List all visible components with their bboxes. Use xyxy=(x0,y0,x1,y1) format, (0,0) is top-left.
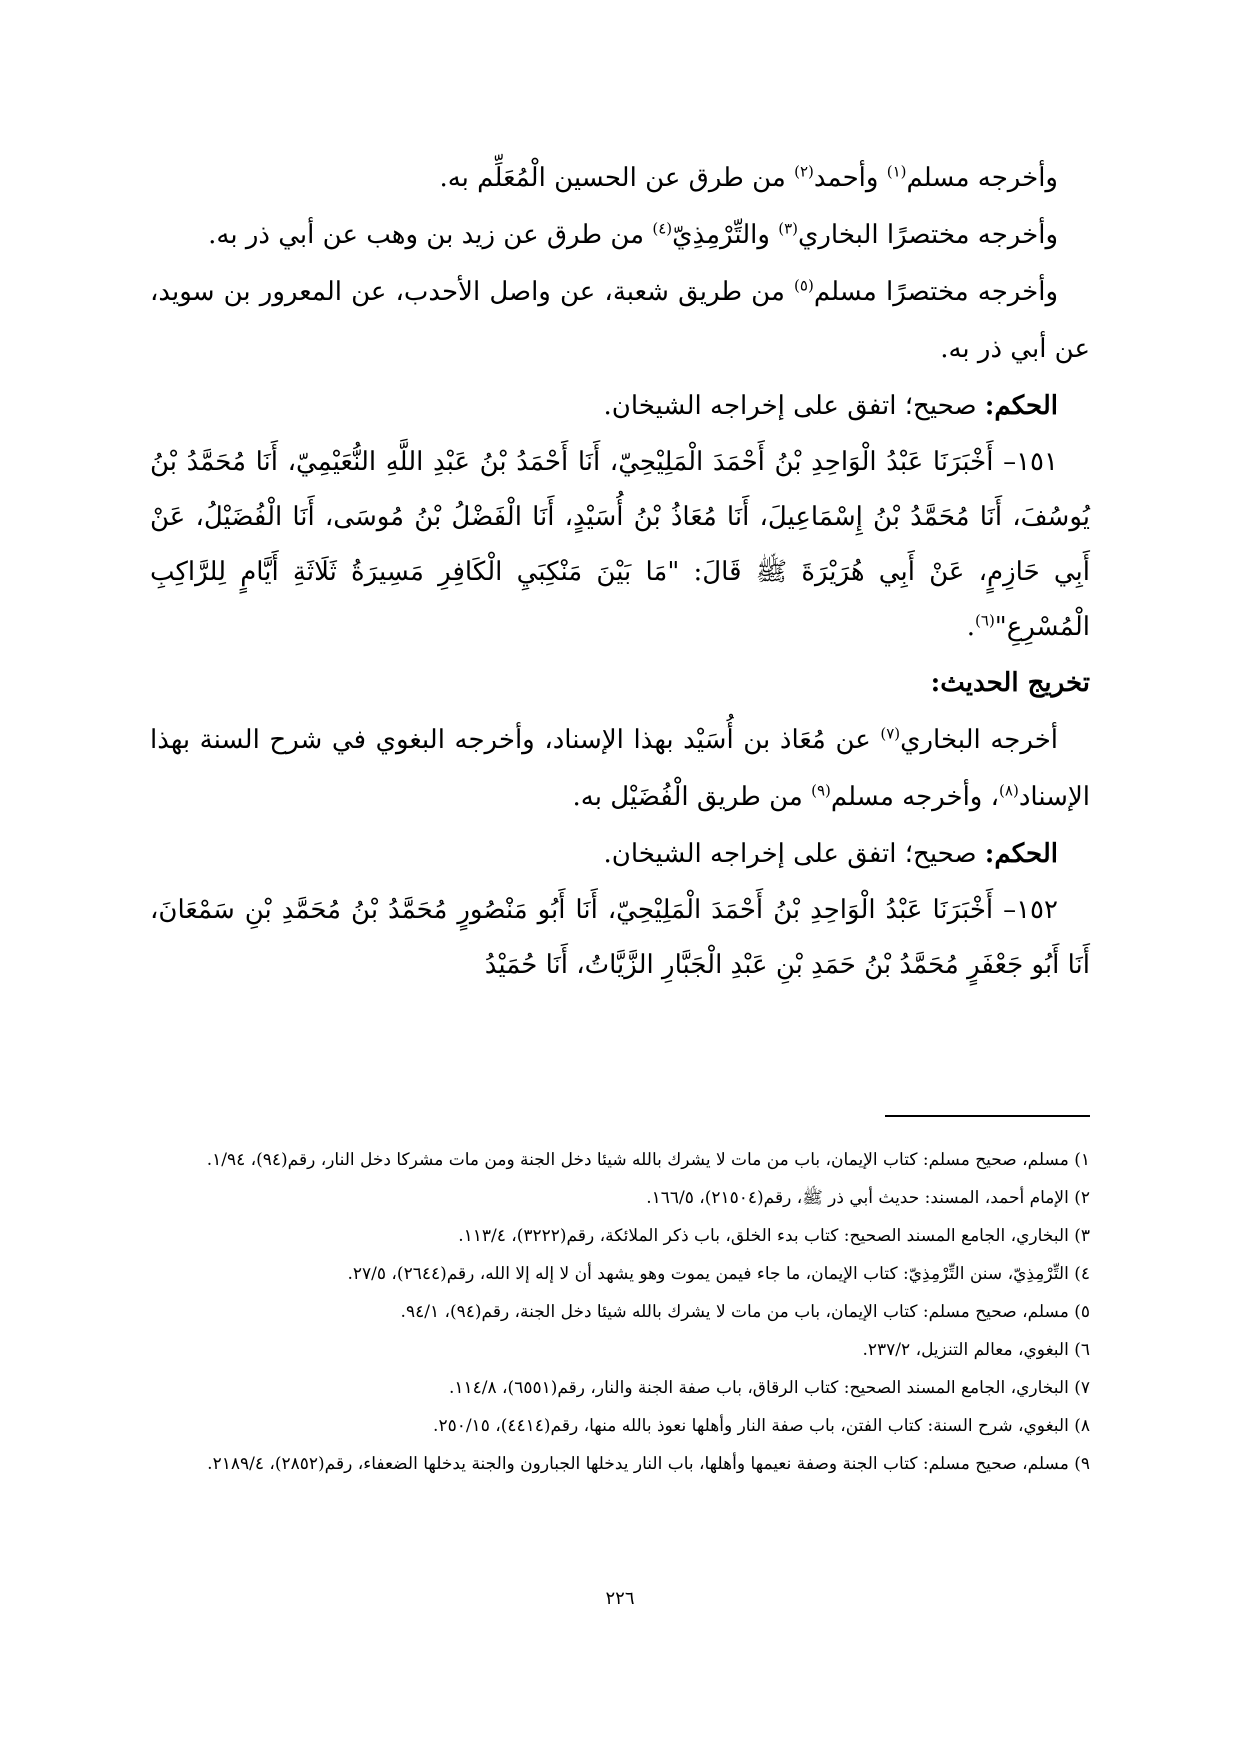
footnote-6: ٦) البغوي، معالم التنزيل، ٢٣٧/٢. xyxy=(862,1340,1090,1360)
text-segment: وأحمد xyxy=(813,163,887,193)
footnote-2: ٢) الإمام أحمد، المسند: حديث أبي ذر ﷺ، رقم(٢١٥٠٤)، ١٦٦/٥. xyxy=(646,1188,1090,1208)
footnote-ref-6[interactable]: (٦) xyxy=(975,611,995,630)
ruling-1 xyxy=(150,378,1090,435)
text-segment: والتِّرْمِذِيّ xyxy=(672,220,779,250)
footnote-4: ٤) التِّرْمِذِيّ، سنن التِّرْمِذِيّ: كتاب الإيمان، ما جاء فيمن يموت وهو يشهد أن لا إله إلا الله، رقم(٢٦٤٤)، ٢٧/٥. xyxy=(347,1264,1090,1284)
footnotes xyxy=(150,1145,1090,1487)
hadith-152 xyxy=(150,883,1090,993)
footnote-ref-5[interactable]: (٥) xyxy=(794,276,814,295)
footnote-7: ٧) البخاري، الجامع المسند الصحيح: كتاب الرقاق، باب صفة الجنة والنار، رقم(٦٥٥١)، ١١٤/٨. xyxy=(448,1378,1090,1398)
footnote-5: ٥) مسلم، صحيح مسلم: كتاب الإيمان، باب من مات لا يشرك بالله شيئا دخل الجنة، رقم(٩٤)، ٩٤/١. xyxy=(400,1302,1090,1322)
ruling-label: الحكم: xyxy=(984,391,1058,421)
footnote-separator xyxy=(885,1115,1090,1117)
text-segment: من طريق الْفُضَيْل به. xyxy=(572,782,812,812)
text-segment: أخرجه البخاري xyxy=(900,725,1058,755)
paragraph-1 xyxy=(150,150,1090,207)
footnote-ref-9[interactable]: (٩) xyxy=(811,781,831,800)
text-segment: وأخرجه مختصرًا البخاري xyxy=(797,220,1058,250)
footnote-3: ٣) البخاري، الجامع المسند الصحيح: كتاب بدء الخلق، باب ذكر الملائكة، رقم(٣٢٢٢)، ١١٣/٤. xyxy=(458,1226,1090,1246)
hadith-text: ١٥١– أَخْبَرَنَا عَبْدُ الْوَاحِدِ بْنُ أَحْمَدَ الْمَلِيْحِيّ، أَنَا أَحْمَدُ بْنُ عَبْدِ اللَّهِ النُّعَيْمِيّ، أَنَا مُحَمَّدُ بْنُ يُوسُفَ، أَنَا مُحَمَّدُ بْنُ إِسْمَاعِيلَ، أَنَا مُعَاذُ بْنُ أُسَيْدٍ، أَنَا الْفَضْلُ بْنُ مُوسَى، أَنَا الْفُضَيْلُ، عَنْ أَبِي حَازِمٍ، عَنْ أَبِي هُرَيْرَةَ ﷺ قَالَ: "مَا بَيْنَ مَنْكِبَيِ الْكَافِرِ مَسِيرَةُ ثَلَاثَةِ أَيَّامٍ لِلرَّاكِبِ الْمُسْرِعِ" xyxy=(150,447,1090,642)
ruling-text: صحيح؛ اتفق على إخراجه الشيخان. xyxy=(603,839,985,869)
text-segment: ، وأخرجه مسلم xyxy=(830,782,1000,812)
paragraph-4 xyxy=(150,712,1090,826)
text-segment: وأخرجه مسلم xyxy=(906,163,1058,193)
footnote-ref-7[interactable]: (٧) xyxy=(880,724,901,743)
page-content xyxy=(150,150,1090,1609)
footnote-1: ١) مسلم، صحيح مسلم: كتاب الإيمان، باب من مات لا يشرك بالله شيئا دخل الجنة ومن مات مشركا دخل النار، رقم(٩٤)، ١/٩٤. xyxy=(206,1150,1090,1170)
text-segment: . xyxy=(966,612,976,642)
text-segment: من طرق عن زيد بن وهب عن أبي ذر به. xyxy=(208,220,653,250)
text-segment: وأخرجه مختصرًا مسلم xyxy=(813,277,1058,307)
footnote-ref-8[interactable]: (٨) xyxy=(999,781,1019,800)
footnote-ref-3[interactable]: (٣) xyxy=(778,219,798,238)
text-segment: عن مُعَاذ بن أُسَيْد بهذا الإسناد، وأخرجه البغوي في شرح السنة بهذا الإسناد xyxy=(150,725,1090,812)
ruling-2 xyxy=(150,826,1090,883)
text-segment: من طريق شعبة، عن واصل الأحدب، عن المعرور بن سويد، عن أبي ذر به. xyxy=(150,277,1090,364)
takhrij-heading: تخريج الحديث: xyxy=(930,668,1090,698)
hadith-151 xyxy=(150,435,1090,655)
paragraph-2 xyxy=(150,207,1090,264)
text-segment: من طرق عن الحسين الْمُعَلِّم به. xyxy=(439,163,795,193)
ruling-label: الحكم: xyxy=(984,839,1058,869)
footnote-ref-1[interactable]: (١) xyxy=(886,162,907,181)
footnote-8: ٨) البغوي، شرح السنة: كتاب الفتن، باب صفة النار وأهلها نعوذ بالله منها، رقم(٤٤١٤)، ٢٥٠/١٥. xyxy=(433,1416,1090,1436)
footnote-ref-4[interactable]: (٤) xyxy=(652,219,673,238)
page-number: ٢٢٦ xyxy=(605,1588,635,1609)
ruling-text: صحيح؛ اتفق على إخراجه الشيخان. xyxy=(603,391,985,421)
footnote-ref-2[interactable]: (٢) xyxy=(794,162,814,181)
paragraph-3 xyxy=(150,264,1090,378)
footnote-9: ٩) مسلم، صحيح مسلم: كتاب الجنة وصفة نعيمها وأهلها، باب النار يدخلها الجبارون والجنة يدخلها الضعفاء، رقم(٢٨٥٢)، ٢١٨٩/٤. xyxy=(207,1454,1090,1474)
hadith-text: ١٥٢– أَخْبَرَنَا عَبْدُ الْوَاحِدِ بْنُ أَحْمَدَ الْمَلِيْحِيّ، أَنَا أَبُو مَنْصُورٍ مُحَمَّدُ بْنُ مُحَمَّدِ بْنِ سَمْعَانَ، أَنَا أَبُو جَعْفَرٍ مُحَمَّدُ بْنُ حَمَدِ بْنِ عَبْدِ الْجَبَّارِ الزَّيَّاتُ، أَنَا حُمَيْدُ xyxy=(150,895,1090,980)
